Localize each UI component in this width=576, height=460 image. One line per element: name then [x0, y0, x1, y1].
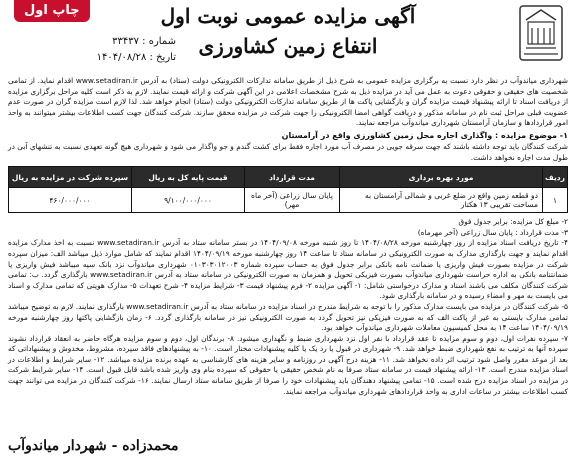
cell-deposit: ۴۶۰/۰۰۰/۰۰۰	[9, 188, 132, 213]
col-base-price: قیمت پایه کل به ریال	[132, 167, 245, 188]
condition-line: ۴- تاریخ دریافت اسناد مزایده از روز چهارشنبه مورخه ۱۴۰۴/۰۸/۲۸ تا روز شنبه مورخه ۱۴۰۴/۰۹/۰۸ در بستر سامانه ستاد به آدرس www.setadiran.ir نسبت به اخذ مدارک مزایده اقدام نمایند و جهت بارگذاری مدارک به صورت الکترونیکی در سامانه ستاد تا ساعت ۱۴ روز چهارشنبه مورخه ۱۴۰۴/۰۹/۱۹ اقدام نمایند که شامل موارد ذیل میباشد الف: میزان سپرده شرکت در مزایده بصورت فیش واریزی یا ضمانت نامه بانکی برابر جدول فوق به حساب سپرده شماره ۰۱۰۳۰۳۰۱۲۰۰۳ شهرداری میاندوآب نزد بانک سپه میباشد فیش واریزی یا ضمانتنامه بانکی به اداره حراست شهرداری میاندوآب بصورت فیزیکی تحویل و همزمان به صورت الکترونیکی در سامانه ستاد به آدرس www.setadiran.ir بارگذاری گردد. ب: تمامی شرکت کنندگان مکلف می باشند اسناد و مدارک درخواستی شامل: ۱- آگهی مزایده ۲- فرم پیشنهاد قیمت ۳- شرایط مزایده ۴- شرح تعهدات ۵- مدارک هویتی که تمامی مدارک و اسناد می بایست به مهر و امضاء رسیده و در سامانه بارگذاری شود.	[8, 238, 569, 301]
col-subject: مورد بهره برداری	[340, 167, 543, 188]
print-badge: چاپ اول	[14, 0, 90, 22]
ad-date: تاریخ : ۱۴۰۴/۰۸/۲۸	[96, 52, 176, 63]
header	[8, 0, 568, 72]
subject-line: ۱- موضوع مزایده : واگذاری اجاره محل زمین کشاورزی واقع در آرامستان	[281, 130, 568, 140]
condition-line: ۲- مبلغ کل مزایده: برابر جدول فوق	[458, 217, 568, 227]
cell-duration: پایان سال زراعی (آخر ماه مهر)	[245, 188, 340, 213]
cell-base-price: ۹/۱۰۰/۰۰۰/۰۰۰	[132, 188, 245, 213]
note-text: شرکت کنندگان باید توجه داشته باشند که جهت سرقه جویی در مصرف آب مورد اجاره فقط برای کشت گندم و جو واگذار می شود و شهرداری هیچ گونه تعهدی نسبت به تنشهای آبی در طول مدت اجاره نخواهد داشت.	[8, 141, 568, 162]
conditions-body	[8, 217, 568, 397]
ad-number: شماره : ۳۳۴۳۷	[112, 36, 176, 47]
condition-line: ۵- شرکت کنندگان در مزایده می بایست مدارک مذکور را با توجه به شرایط مندرج در اسناد مزایده در سامانه ستاد به آدرس www.setadiran.ir بارگذاری نمایند. لازم به توضیح میباشد تمامی مدارک بایستی به غیر از پاکت الف که به صورت فیزیکی نیز تحویل گردد به صورت الکترونیکی نیز در سامانه بارگذاری گردد. ۶- زمان بازگشایی پاکتها روز چهارشنبه مورخه ۱۴۰۴/۰۹/۱۹ ساعت ۱۴ به محل کمیسیون معاملات شهرداری میاندوآب خواهد بود.	[8, 301, 568, 333]
col-deposit: سپرده شرکت در مزایده به ریال	[9, 167, 132, 188]
table-header-row	[9, 167, 568, 188]
auction-table	[8, 166, 568, 213]
condition-line: ۳- مدت قرارداد : پایان سال زراعی (آخر مهرماه)	[417, 227, 568, 237]
title-line1: آگهی مزایده عمومی نوبت اول	[160, 4, 416, 28]
signature: محمدزاده - شهردار میاندوآب	[8, 438, 179, 454]
meta-info	[16, 34, 176, 66]
condition-line: ۷- سپرده نفرات اول، دوم و سوم مزایده تا عقد قرارداد با نفر اول نزد شهرداری ضبط و نگهداری میشود. ۸- برندگان اول، دوم و سوم مزایده هرگاه حاضر به انعقاد قرارداد نشوند سپرده آنها به ترتیب به نفع شهرداری ضبط خواهد شد. ۹- شهرداری در قبول یا رد یک یا کلیه پیشنهادات مختار است. ۱۰- به پیشنهادهای فاقد سپرده، مشروط، مخدوش و پیشنهاداتی که بعد از موعد مقرر واصل شود ترتیب اثر داده نخواهد شد. ۱۱- هزینه درج آگهی در روزنامه و سایر هزینه های کارشناسی به عهده برنده مزایده میباشد. ۱۲- سایر شرایط و اطلاعات در اسناد مزایده مندرج است. ۱۳- ارائه پیشنهاد قیمت در سامانه ستاد صرفا به نام شخص حقیقی یا حقوقی که سپرده بنام وی واریز شده باشد قابل قبول است. ۱۴- سایر شرایط شرکت در مزایده در اسناد مزایده درج شده است. ۱۵- تمامی پیشنهاد دهندگان باید پیشنهادات خود را صرفا از طریق سامانه ستاد ارسال نمایند. ۱۶- شرکت کنندگان در مزایده می توانند جهت کسب اطلاعات بیشتر در ساعات اداری به واحد قراردادهای شهرداری میاندوآب مراجعه نمایند.	[8, 333, 568, 396]
table-row	[9, 188, 568, 213]
cell-row-number: ۱	[543, 188, 568, 213]
title-line2: انتفاع زمین کشاورزی	[198, 34, 378, 58]
intro-text: شهرداری میاندوآب در نظر دارد نسبت به برگزاری مزایده عمومی به شرح ذیل از طریق سامانه تدارکات الکترونیکی دولت (ستاد) به آدرس www.setadiran.ir اقدام نماید. از تمامی شخصیت های حقیقی و حقوقی دعوت به عمل می آید در مزایده ذیل به شرح مشخصات اعلامی در این آگهی شرکت و ارائه قیمت نمایند. لازم به ذکر است کلیه مراحل برگزاری مزایده از دریافت اسناد تا ارائه پیشنهاد قیمت مزایده گران و بازگشایی پاکت ها از طریق سامانه تدارکات الکترونیکی دولت (ستاد) انجام خواهد شد. لذا لازم است مزایده گران در صورت عدم عضویت قبلی مراحل ثبت نام در سامانه مذکور و دریافت گواهی امضا الکترونیکی را جهت شرکت در مزایده محقق سازند. شرکت کنندگان جهت کسب اطلاعات بیشتر میتوانند به واحد امور قراردادها و سازمان آرامستان شهرداری میاندوآب مراجعه نمایند.	[8, 76, 568, 128]
col-row-number: ردیف	[543, 167, 568, 188]
col-duration: مدت قرارداد	[245, 167, 340, 188]
cell-subject: دو قطعه زمین واقع در ضلع غربی و شمالی آرامستان به مساحت تقریبی ۱۳ هکتار	[340, 188, 543, 213]
